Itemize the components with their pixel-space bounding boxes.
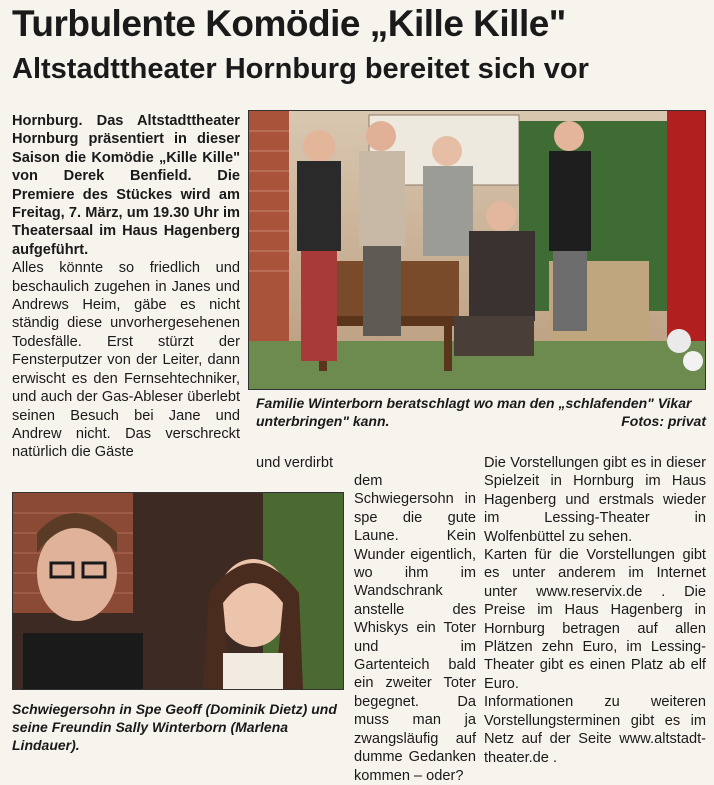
body-paragraph-4: Karten für die Vorstellungen gibt es unter anderem im Internet unter www.reservix.de . Die Preise im Haus Hagenberg in Hornburg betragen auf allen Plätzen zehn Euro, im Lessing-Theater gibt es einen Platz ab elf Euro. — [484, 547, 706, 692]
couple-portrait-image — [13, 493, 343, 689]
lead-paragraph: Hornburg. Das Altstadttheater Hornburg präsentiert in dieser Saison die Komödie „Kille Kille" von Derek Benfield. Die Premiere des Stückes wird am Freitag, 7. März, um 19.30 Uhr im Theatersaal im Haus Hagenberg aufgeführt. — [12, 113, 240, 258]
body-paragraph-1-tail: und verdirbt — [256, 455, 334, 471]
photo-second-caption: Schwiegersohn in Spe Geoff (Dominik Dietz) und seine Freundin Sally Winterborn (Marlena Lindauer). — [12, 701, 337, 753]
body-paragraph-3: Die Vorstellungen gibt es in dieser Spielzeit in Hornburg im Haus Hagenberg und erstmals wieder im Lessing-Theater in Wolfenbüttel zu sehen. — [484, 455, 706, 545]
headline: Turbulente Komödie „Kille Kille" — [12, 3, 566, 44]
text-column-right — [484, 454, 706, 767]
text-column-middle — [354, 472, 476, 785]
body-paragraph-2: dem Schwiegersohn in spe die gute Laune. Kein Wunder eigentlich, wo ihm im Wandschrank anstelle des Whiskys ein Toter und im Gartenteich bald ein zweiter Toter begegnet. Da muss man ja zwangsläufig auf dumme Gedanken kommen – oder? — [354, 473, 476, 784]
stage-scene-image — [249, 111, 705, 389]
body-paragraph-1: Alles könnte so friedlich und beschaulich zugehen in Janes und Andrews Heim, gäbe es nicht ständig diese unvorhergesehenen Todesfälle. Erst stürzt der Fensterputzer von der Leiter, dann erwischt es den Fernsehtechniker, und auch der Gas-Ableser überlebt seinen Besuch bei Jane und Andrew nicht. Das verschreckt natürlich die Gäste — [12, 260, 240, 461]
photo-credit: Fotos: privat — [621, 413, 706, 429]
text-column-left — [12, 112, 240, 462]
photo-main — [248, 110, 706, 390]
photo-main-caption: Familie Winterborn beratschlagt wo man den „schlafenden" Vikar unterbringen" kann. — [256, 395, 692, 429]
body-paragraph-5: Informationen zu weiteren Vorstellungsterminen gibt es im Netz auf der Seite www.altstadt-theater.de . — [484, 694, 706, 766]
photo-second — [12, 492, 344, 690]
subheadline: Altstadttheater Hornburg bereitet sich vor — [12, 53, 589, 85]
